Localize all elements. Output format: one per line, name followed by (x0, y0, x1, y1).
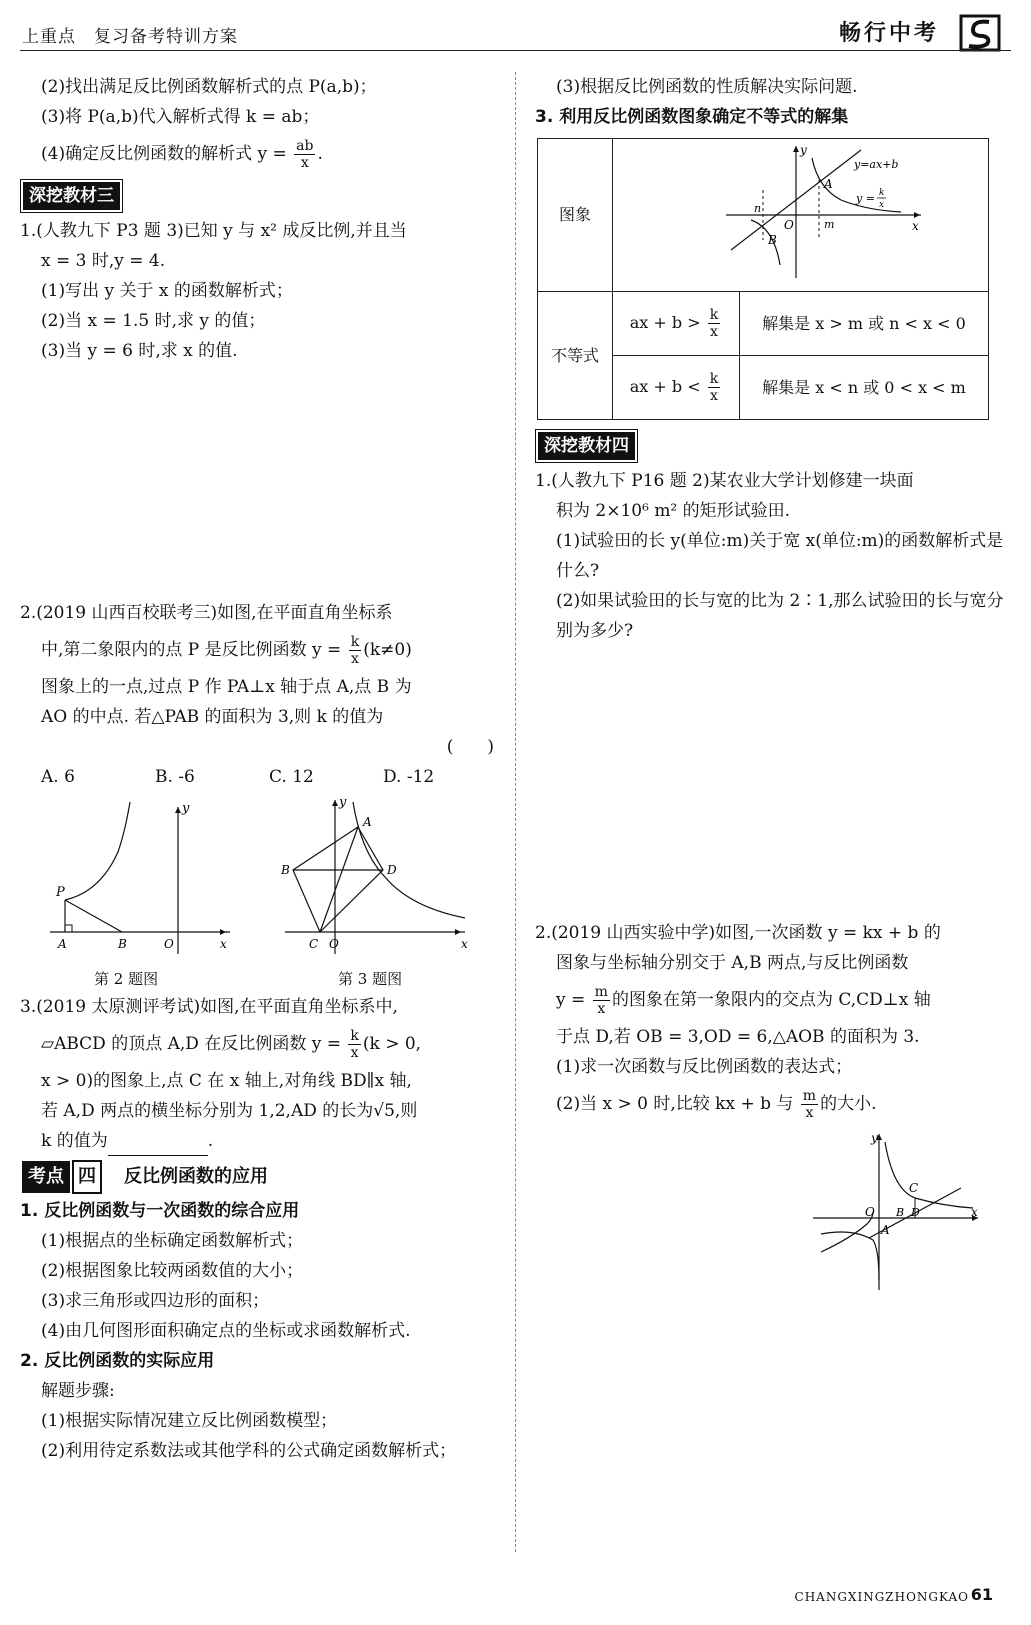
rfig-label-y: y (871, 1131, 878, 1145)
sec2-item1: (1)根据实际情况建立反比例函数模型； (41, 1411, 338, 1431)
inequality-table (537, 138, 989, 420)
fig3-label-a: A (363, 815, 372, 829)
r-q2-line4: 于点 D,若 OB = 3,OD = 6,△AOB 的面积为 3. (556, 1027, 920, 1047)
fig2-label-a: A (58, 937, 67, 951)
fig2-caption: 第 2 题图 (94, 970, 159, 988)
column-divider (515, 72, 516, 1552)
brand-logo-icon (959, 12, 1003, 52)
right-top-line: (3)根据反比例函数的性质解决实际问题. (556, 77, 858, 97)
solution-1: 解集是 x > m 或 n < x < 0 (740, 292, 989, 356)
step-3: (3)将 P(a,b)代入解析式得 k = ab； (41, 107, 320, 127)
r-q2-line2: 图象与坐标轴分别交于 A,B 两点,与反比例函数 (556, 953, 909, 973)
q3-answer-blank[interactable] (108, 1137, 208, 1156)
page-number: 61 (970, 1585, 993, 1604)
graph-label-o: O (783, 218, 794, 232)
sec1-item2: (2)根据图象比较两函数值的大小； (41, 1261, 304, 1281)
figure-3 (265, 792, 485, 962)
fig3-label-d: D (387, 863, 397, 877)
q3-line1: 3.(2019 太原测评考试)如图,在平面直角坐标系中, (20, 997, 398, 1017)
brand-name: 畅行中考 (838, 21, 939, 46)
fig3-label-c: C (309, 937, 319, 951)
graph-label-x: x (911, 219, 919, 233)
sec1-item1: (1)根据点的坐标确定函数解析式； (41, 1231, 304, 1251)
fig2-label-o: O (164, 937, 174, 951)
graph-label-m: m (823, 218, 834, 231)
r-q1-part2: (2)如果试验田的长与宽的比为 2∶1,那么试验田的长与宽分别为多少? (556, 591, 1004, 641)
fig2-label-x: x (220, 937, 227, 951)
option-b: B. -6 (155, 767, 195, 787)
table-graph (676, 140, 926, 280)
q2-options (20, 762, 498, 792)
answer-space-2 (535, 646, 1013, 918)
fig3-label-o: O (329, 937, 339, 951)
sec2-item2: (2)利用待定系数法或其他学科的公式确定函数解析式； (41, 1441, 457, 1461)
figures-row (20, 792, 498, 992)
rfig-label-x: x (971, 1205, 978, 1219)
graph-label-curve-k: k (878, 188, 884, 198)
r-q1-line2: 积为 2×10⁶ m² 的矩形试验田. (556, 501, 791, 521)
q1-line2: x = 3 时,y = 4. (41, 251, 166, 271)
q2-line4: AO 的中点. 若△PAB 的面积为 3,则 k 的值为 (41, 707, 384, 727)
q2-line1: 2.(2019 山西百校联考三)如图,在平面直角坐标系 (20, 603, 393, 623)
r-q2-line1: 2.(2019 山西实验中学)如图,一次函数 y = kx + b 的 (535, 923, 941, 943)
sec1-item4: (4)由几何图形面积确定点的坐标或求函数解析式. (41, 1321, 411, 1341)
option-c: C. 12 (269, 767, 314, 787)
graph-label-line: y=ax+b (853, 158, 898, 171)
section-badge-4: 深挖教材四 (538, 432, 635, 460)
sec2-title: 2. 反比例函数的实际应用 (20, 1351, 215, 1371)
q3-line4: 若 A,D 两点的横坐标分别为 1,2,AD 的长为√5,则 (41, 1101, 418, 1121)
rfig-label-a: A (881, 1223, 890, 1237)
row-head-graph: 图象 (538, 139, 613, 292)
sec1-item3: (3)求三角形或四边形的面积； (41, 1291, 270, 1311)
rfig-label-o: O (865, 1205, 875, 1219)
footer-text: CHANGXINGZHONGKAO (794, 1590, 969, 1604)
fig3-label-b: B (281, 863, 290, 877)
step-4: (4)确定反比例函数的解析式 y = $\frac{ab}{x}$ . (41, 138, 323, 171)
q2-line3: 图象上的一点,过点 P 作 PA⊥x 轴于点 A,点 B 为 (41, 677, 412, 697)
figure-2 (30, 792, 240, 962)
option-a: A. 6 (41, 767, 75, 787)
kaodian-heading: 考点 四 反比例函数的应用 (22, 1160, 268, 1194)
sec1-title: 1. 反比例函数与一次函数的综合应用 (20, 1201, 300, 1221)
option-d: D. -12 (383, 767, 435, 787)
graph-label-b: B (767, 233, 777, 247)
graph-label-n: n (753, 202, 761, 215)
q3-line5: k 的值为 . (20, 1126, 498, 1156)
fig2-label-p: P (56, 885, 65, 900)
row-head-inequality: 不等式 (538, 292, 613, 420)
rfig-label-d: D (911, 1206, 920, 1219)
section-badge-3: 深挖教材三 (23, 182, 120, 210)
fig3-caption: 第 3 题图 (338, 970, 403, 988)
q1-line1: 1.(人教九下 P3 题 3)已知 y 与 x² 成反比例,并且当 (20, 221, 407, 241)
table-graph-cell (613, 139, 989, 292)
q3-line3: x > 0)的图象上,点 C 在 x 轴上,对角线 BD∥x 轴, (41, 1071, 412, 1091)
fig3-label-x: x (461, 937, 468, 951)
header-rule (20, 50, 1011, 51)
q2-answer-paren: ( ) (446, 737, 494, 757)
r-q1-line1: 1.(人教九下 P16 题 2)某农业大学计划修建一块面 (535, 471, 914, 491)
ineq-1: ax + b > $\frac{k}{x}$ (613, 292, 740, 356)
fig3-label-y: y (339, 795, 347, 810)
r-q2-part2: (2)当 x > 0 时,比较 kx + b 与 $\frac{m}{x}$ 的大小. (556, 1088, 877, 1121)
rfig-label-b: B (896, 1206, 905, 1219)
left-column (20, 72, 498, 1466)
step-2: (2)找出满足反比例函数解析式的点 P(a,b)； (41, 77, 377, 97)
figure-q2-right (803, 1130, 988, 1295)
q1-part2: (2)当 x = 1.5 时,求 y 的值； (41, 311, 266, 331)
sec3-title: 3. 利用反比例函数图象确定不等式的解集 (535, 107, 849, 127)
graph-label-a: A (823, 177, 833, 191)
graph-label-curve-x: x (878, 200, 884, 210)
sec2-intro: 解题步骤: (41, 1381, 115, 1401)
graph-label-curve: y = (855, 192, 875, 205)
q1-part3: (3)当 y = 6 时,求 x 的值. (41, 341, 238, 361)
solution-2: 解集是 x < n 或 0 < x < m (740, 356, 989, 420)
fig2-label-y: y (182, 801, 190, 816)
r-q2-part1: (1)求一次函数与反比例函数的表达式； (556, 1057, 853, 1077)
ineq-2: ax + b < $\frac{k}{x}$ (613, 356, 740, 420)
answer-space-1 (20, 366, 498, 598)
r-q2-line3: y = $\frac{m}{x}$ 的图象在第一象限内的交点为 C,CD⊥x 轴 (556, 984, 931, 1017)
q1-part1: (1)写出 y 关于 x 的函数解析式； (41, 281, 293, 301)
rfig-label-c: C (909, 1181, 919, 1195)
header-title: 上重点 复习备考特训方案 (22, 27, 238, 47)
graph-label-y: y (799, 143, 807, 157)
q3-line2: ▱ABCD 的顶点 A,D 在反比例函数 y = $\frac{k}{x}$ (k > 0, (41, 1028, 422, 1061)
q2-line2: 中,第二象限内的点 P 是反比例函数 y = $\frac{k}{x}$ (k≠0) (41, 634, 412, 667)
fig2-label-b: B (118, 937, 127, 951)
right-column (535, 72, 1013, 1305)
r-q1-part1: (1)试验田的长 y(单位:m)关于宽 x(单位:m)的函数解析式是什么? (556, 531, 1004, 581)
